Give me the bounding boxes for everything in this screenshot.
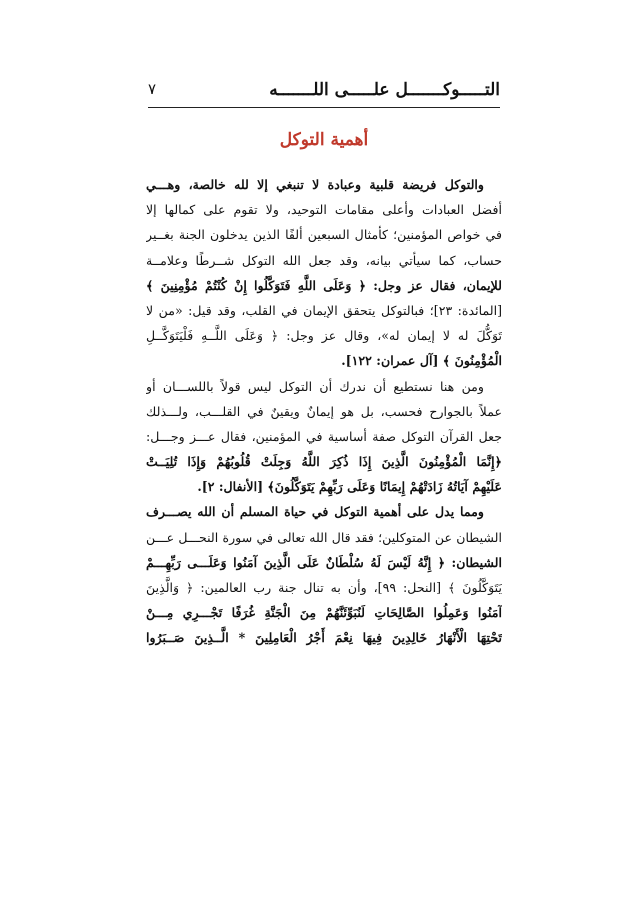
text-line: عملاً بالجوارح فحسب، بل هو إيمانٌ ويقينٌ في القلـــب، ولـــذلك <box>146 403 502 419</box>
header-divider <box>148 107 500 108</box>
text-line: والتوكل فريضة قلبية وعبادة لا تنبغي إلا لله خالصة، وهـــي <box>146 177 484 192</box>
text-line: [المائدة: ٢٣]؛ فبالتوكل يتحقق الإيمان في القلب، وقد قيل: «من لا <box>146 302 502 318</box>
text-line: للإيمان، فقال عز وجل: ﴿ وَعَلَى اللَّهِ فَتَوَكَّلُوا إِنْ كُنْتُمْ مُؤْمِنِينَ ﴾ <box>146 277 502 293</box>
text-line: عَلَيْهِمْ آيَاتُهُ زَادَتْهُمْ إِيمَانًا وَعَلَى رَبِّهِمْ يَتَوَكَّلُونَ﴾ [الأنفال: ٢]. <box>197 479 502 495</box>
text-line: الشيطان: ﴿ إِنَّهُ لَيْسَ لَهُ سُلْطَانٌ عَلَى الَّذِينَ آمَنُوا وَعَلَـــى رَبِّهِـــمْ <box>146 554 502 570</box>
text-line: ﴿إِنَّمَا الْمُؤْمِنُونَ الَّذِينَ إِذَا ذُكِرَ اللَّهُ وَجِلَتْ قُلُوبُهُمْ وَإِذَا تُلِيَــتْ <box>146 454 502 470</box>
text-line: جعل القرآن التوكل صفة أساسية في المؤمنين، فقال عـــز وجـــل: <box>146 428 502 444</box>
text-line: ومن هنا نستطيع أن ندرك أن التوكل ليس قولاً باللســـان أو <box>146 378 484 394</box>
text-line: تَوَكُّلَ له لا إيمان له»، وقال عز وجل: ﴿ وَعَلَى اللَّــهِ فَلْيَتَوَكَّــلِ <box>146 328 502 344</box>
text-line: آمَنُوا وَعَمِلُوا الصَّالِحَاتِ لَنُبَوِّئَنَّهُمْ مِنَ الْجَنَّةِ غُرَفًا تَجْـــرِي مِـــنْ <box>146 605 502 621</box>
text-line: يَتَوَكَّلُونَ ﴾ [النحل: ٩٩]، وأن به تنال جنة رب العالمين: ﴿ وَالَّذِينَ <box>146 580 502 595</box>
text-line: حساب، كما سيأتي بيانه، وقد جعل الله التوكل شــرطًا وعلامــة <box>146 252 502 268</box>
text-line: أفضل العبادات وأعلى مقامات التوحيد، ولا تقوم على كمالها إلا <box>146 202 502 218</box>
body-text <box>146 172 502 651</box>
running-header-title: التـــــوكـــــــل علـــــى اللـــــــه <box>269 80 500 100</box>
section-title: أهمية التوكل <box>279 130 369 150</box>
text-line: تَحْتِهَا الْأَنْهَارُ خَالِدِينَ فِيهَا نِعْمَ أَجْرُ الْعَامِلِينَ * الَّــذِينَ صَــبَرُوا <box>146 630 502 646</box>
running-header <box>148 80 500 104</box>
page-number: ٧ <box>148 80 157 98</box>
text-line: ومما يدل على أهمية التوكل في حياة المسلم أن الله يصـــرف <box>146 504 484 520</box>
text-line: الْمُؤْمِنُونَ ﴾ [آل عمران: ١٢٢]. <box>341 353 502 369</box>
text-line: الشيطان عن المتوكلين؛ فقد قال الله تعالى في سورة النحـــل عـــن <box>146 529 502 545</box>
text-line: في خواص المؤمنين؛ كأمثال السبعين ألفًا الذين يدخلون الجنة بغــير <box>146 227 502 243</box>
